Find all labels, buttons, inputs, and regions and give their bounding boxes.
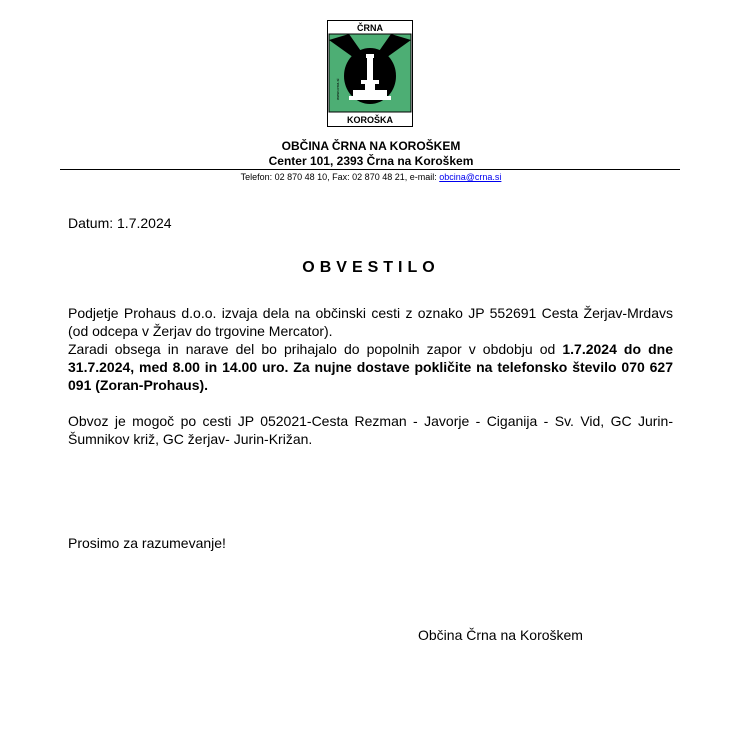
contact-text: Telefon: 02 870 48 10, Fax: 02 870 48 21, e-mail:	[240, 172, 440, 182]
closure-dates-bold: 1.7.2024 do dne 31.7.2024, med 8.00 in 14.00 uro. Za nujne dostave pokličite na telefonsko število 070 627 091 (Zoran-Prohaus).	[68, 341, 673, 393]
document-date: Datum: 1.7.2024	[68, 215, 172, 231]
notice-body	[68, 304, 673, 448]
paragraph-detour: Obvoz je mogoč po cesti JP 052021-Cesta Rezman - Javorje - Ciganija - Sv. Vid, GC Jurin-Šumnikov križ, GC žerjav- Jurin-Križan.	[68, 413, 673, 447]
svg-text:KOROŠKA: KOROŠKA	[346, 115, 394, 125]
municipality-name: OBČINA ČRNA NA KOROŠKEM	[281, 139, 461, 153]
header-divider	[60, 169, 680, 170]
municipality-address: Center 101, 2393 Črna na Koroškem	[268, 154, 474, 168]
svg-text:ČRNA: ČRNA	[357, 23, 383, 33]
svg-text:www.crna.si: www.crna.si	[335, 78, 340, 100]
closing-line: Prosimo za razumevanje!	[68, 535, 226, 551]
paragraph-closures	[68, 340, 673, 394]
email-link[interactable]: obcina@crna.si	[439, 172, 502, 182]
document-title: OBVESTILO	[302, 259, 440, 276]
coat-of-arms-logo	[327, 20, 413, 127]
paragraph-gap	[68, 394, 673, 412]
contact-line	[0, 172, 742, 182]
closure-text: Zaradi obsega in narave del bo prihajalo do popolnih zapor v obdobju od	[68, 341, 563, 357]
signature: Občina Črna na Koroškem	[418, 627, 583, 643]
paragraph-works: Podjetje Prohaus d.o.o. izvaja dela na občinski cesti z oznako JP 552691 Cesta Žerjav-Mrdavs (od odcepa v Žerjav do trgovine Mercator).	[68, 305, 673, 339]
